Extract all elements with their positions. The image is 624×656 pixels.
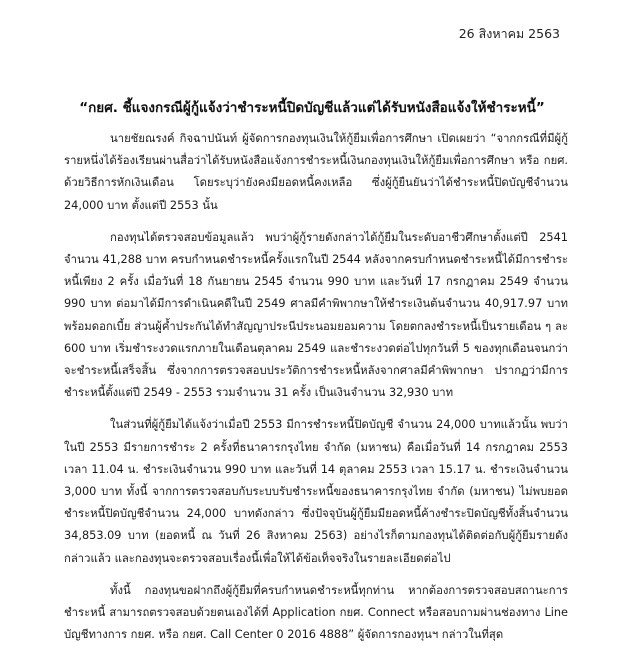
paragraph-investigation: กองทุนได้ตรวจสอบข้อมูลแล้ว พบว่าผู้กู้รายดังกล่าวได้กู้ยืมในระดับอาชีวศึกษาตั้งแต่ปี 2541 จำนวน 41,288 บาท ครบกำหนดชำระหนี้ครั้งแรกในปี 2544 หลังจากครบกำหนดชำระหนี้ได้มีการชำระหนี้เพียง 2 ครั้ง เมื่อวันที่ 18 กันยายน 2545 จำนวน 990 บาท และวันที่ 17 กรกฎาคม 2549 จำนวน 990 บาท ต่อมาได้มีการดำเนินคดีในปี 2549 ศาลมีคำพิพากษาให้ชำระเงินต้นจำนวน 40,917.97 บาท พร้อมดอกเบี้ย ส่วนผู้ค้ำประกันได้ทำสัญญาประนีประนอมยอมความ โดยตกลงชำระหนี้เป็นรายเดือน ๆ ละ 600 บาท เริ่มชำระงวดแรกภายในเดือนตุลาคม 2549 และชำระงวดต่อไปทุกวันที่ 5 ของทุกเดือนจนกว่าจะชำระหนี้เสร็จสิ้น ซึ่งจากการตรวจสอบประวัติการชำระหนี้หลังจากศาลมีคำพิพากษา ปรากฏว่ามีการชำระหนี้ตั้งแต่ปี 2549 - 2553 รวมจำนวน 31 ครั้ง เป็นเงินจำนวน 32,930 บาท bbox=[64, 230, 568, 400]
document-date: 26 สิงหาคม 2563 bbox=[458, 26, 560, 41]
paragraph-statement: นายชัยณรงค์ กิจฉาปนันท์ ผู้จัดการกองทุนเงินให้กู้ยืมเพื่อการศึกษา เปิดเผยว่า “จากกรณีที่มีผู้กู้รายหนึ่งได้ร้องเรียนผ่านสื่อว่าได้รับหนังสือแจ้งการชำระหนี้เงินกองทุนเงินให้กู้ยืมเพื่อการศึกษา หรือ กยศ. ด้วยวิธีการหักเงินเดือน โดยระบุว่ายังคงมียอดหนี้คงเหลือ ซึ่งผู้กู้ยืนยันว่าได้ชำระหนี้ปิดบัญชีจำนวน 24,000 บาท ตั้งแต่ปี 2553 นั้น bbox=[64, 132, 568, 212]
document-body bbox=[64, 128, 568, 656]
paragraph-payment-check: ในส่วนที่ผู้กู้ยืมได้แจ้งว่าเมื่อปี 2553 มีการชำระหนี้ปิดบัญชี จำนวน 24,000 บาทแล้วนั้น พบว่าในปี 2553 มีรายการชำระ 2 ครั้งที่ธนาคารกรุงไทย จำกัด (มหาชน) คือเมื่อวันที่ 14 กรกฎาคม 2553 เวลา 11.04 น. ชำระเงินจำนวน 990 บาท และวันที่ 14 ตุลาคม 2553 เวลา 15.17 น. ชำระเงินจำนวน 3,000 บาท ทั้งนี้ จากการตรวจสอบกับระบบรับชำระหนี้ของธนาคารกรุงไทย จำกัด (มหาชน) ไม่พบยอดชำระหนี้ปิดบัญชีจำนวน 24,000 บาทดังกล่าว ซึ่งปัจจุบันผู้กู้ยืมมียอดหนี้ค้างชำระปิดบัญชีทั้งสิ้นจำนวน 34,853.09 บาท (ยอดหนี้ ณ วันที่ 26 สิงหาคม 2563) อย่างไรก็ตามกองทุนได้ติดต่อกับผู้กู้ยืมรายดังกล่าวแล้ว และกองทุนจะตรวจสอบเรื่องนี้เพื่อให้ได้ข้อเท็จจริงในรายละเอียดต่อไป bbox=[64, 418, 568, 565]
paragraph-contact-info: ทั้งนี้ กองทุนขอฝากถึงผู้กู้ยืมที่ครบกำหนดชำระหนี้ทุกท่าน หากต้องการตรวจสอบสถานะการชำระหนี้ สามารถตรวจสอบด้วยตนเองได้ที่ Application กยศ. Connect หรือสอบถามผ่านช่องทาง Line บัญชีทางการ กยศ. หรือ กยศ. Call Center 0 2016 4888” ผู้จัดการกองทุนฯ กล่าวในที่สุด bbox=[64, 583, 568, 642]
document-title: “กยศ. ชี้แจงกรณีผู้กู้แจ้งว่าชำระหนี้ปิดบัญชีแล้วแต่ได้รับหนังสือแจ้งให้ชำระหนี้” bbox=[79, 100, 545, 116]
